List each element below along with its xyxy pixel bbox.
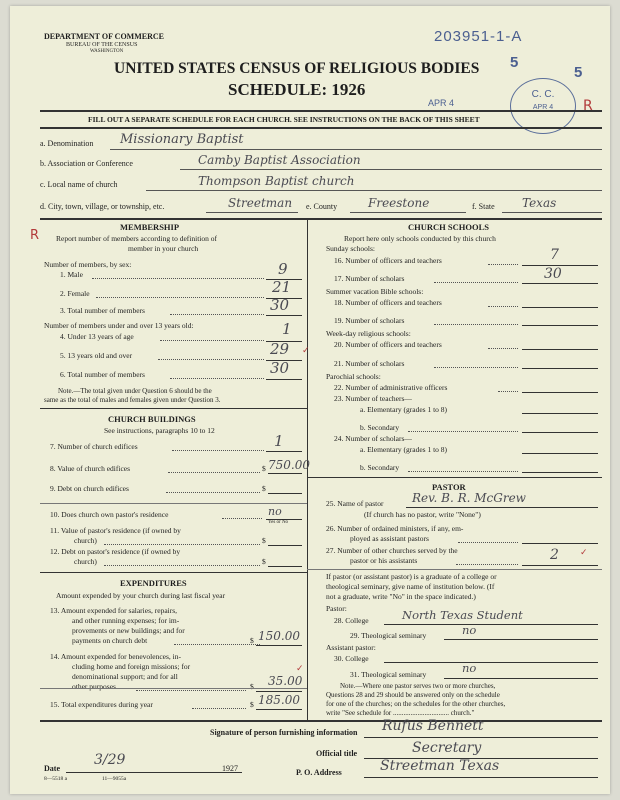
graduate-note-3: not a graduate, write "No" in the space indicated.) — [326, 592, 476, 601]
q11-label-1: 11. Value of pastor's residence (if owned by — [50, 526, 181, 535]
date-value: 3/29 — [94, 752, 126, 768]
stamp-number-2: 5 — [574, 64, 583, 81]
q19-label: 19. Number of scholars — [334, 316, 405, 325]
q21-label: 21. Number of scholars — [334, 359, 405, 368]
expenditures-heading: EXPENDITURES — [120, 578, 187, 588]
association-value: Camby Baptist Association — [198, 153, 361, 167]
q28-label: 28. College — [334, 616, 369, 625]
membership-heading: MEMBERSHIP — [120, 222, 180, 232]
membership-note-2: same as the total of males and females given under Question 3. — [44, 396, 221, 404]
q3-label: 3. Total number of members — [60, 306, 145, 315]
q2-value: 21 — [272, 278, 292, 296]
county-label: e. County — [306, 202, 338, 211]
graduate-note-1: If pastor (or assistant pastor) is a graduate of a college or — [326, 572, 497, 581]
q26-label-1: 26. Number of ordained ministers, if any, em- — [326, 524, 464, 533]
address-value: Streetman Texas — [380, 758, 500, 774]
q31-value: no — [462, 661, 477, 675]
membership-intro-2: member in your church — [128, 244, 199, 253]
schedule-title: SCHEDULE: 1926 — [228, 80, 366, 99]
q1-label: 1. Male — [60, 270, 83, 279]
q13-label-3: provements or new buildings; and for — [72, 626, 185, 635]
q17-label: 17. Number of scholars — [334, 274, 405, 283]
summer-label: Summer vacation Bible schools: — [326, 287, 424, 296]
q8-value: 750.00 — [268, 458, 310, 472]
pastor-heading: PASTOR — [432, 482, 466, 492]
q24-label: 24. Number of scholars— — [334, 434, 412, 443]
q24a-label: a. Elementary (grades 1 to 8) — [360, 445, 448, 454]
q4-label: 4. Under 13 years of age — [60, 332, 134, 341]
q15-value: 185.00 — [258, 693, 300, 707]
church-name-label: c. Local name of church — [40, 180, 118, 189]
pastor-note-1: Note.—Where one pastor serves two or more churches, — [340, 682, 496, 690]
q18-label: 18. Number of officers and teachers — [334, 298, 442, 307]
denomination-value: Missionary Baptist — [120, 132, 244, 147]
denomination-label: a. Denomination — [40, 139, 94, 148]
q7-label: 7. Number of church edifices — [50, 442, 138, 451]
q5-value: 29 — [270, 340, 290, 358]
address-label: P. O. Address — [296, 768, 342, 777]
by-age-label: Number of members under and over 13 years old: — [44, 321, 194, 330]
q13-label-4: payments on church debt — [72, 636, 148, 645]
q6-value: 30 — [270, 359, 290, 377]
q23a-label: a. Elementary (grades 1 to 8) — [360, 405, 448, 414]
q25-hint: (If church has no pastor, write "None") — [364, 510, 481, 519]
by-sex-label: Number of members, by sex: — [44, 260, 132, 269]
signature-label: Signature of person furnishing information — [210, 728, 358, 737]
membership-intro-1: Report number of members according to definition of — [56, 234, 217, 243]
q22-label: 22. Number of administrative officers — [334, 383, 448, 392]
q9-label: 9. Debt on church edifices — [50, 484, 129, 493]
census-form: DEPARTMENT OF COMMERCE BUREAU OF THE CENSUS WASHINGTON UNITED STATES CENSUS OF RELIGIOUS BODIES SCHEDULE: 1926 203951-1-A 5 5 C. C. APR 4 APR 4 R FILL OUT A SEPARATE SCHEDULE FOR EACH CHURCH. SEE INSTRUCTIONS ON THE BACK OF THIS SHEET a. Denomination Missionary Baptist b. Association or Conference Camby Baptist Association c. Local name of church Thompson Baptist church d. City, town, village, or township, etc. Streetman e. County Freestone f. State Texas MEMBERSHIP Report number of members according to definition of member in your church Number of members, by sex: R 1. Male 9 2. Female 21 3. Total number of members 30 Number of members under and over 13 years old: 4. Under 13 years of age 1 5. 13 years old and over 29 ✓ 6. Total number of members 30 Note.—The total given under Question 6 should be the same as the total of males and females given under Question 3. CHURCH BUILDINGS See instructions, paragraphs 10 to 12 7. Number of church edifices 1 8. Value of church edifices $ 750.00 9. Debt on church edifices $ 10. Does church own pastor's residence no Yes or No 11. Value of pastor's residence (if owned by church) $ 12. Debt on pastor's residence (if owned by church) $ EXPENDITURES Amount expended by your church during last fiscal year 13. Amount expended for salaries, repairs, and other running expenses; for im- provements or new buildings; and for payments on church debt $ 150.00 14. Amount expended for benevolences, in- cluding home and foreign missions; for denominational support; and for all other purposes $ 35.00 ✓ 15. Total expenditures during year $ 185.00 CHURCH SCHOOLS Report here only schools conducted by this church Sunday schools: 16. Number of officers and teachers 7 17. Number of scholars 30 Summer vacation Bible schools: 18. Number of officers and teachers 19. Number of scholars Week-day religious schools: 20. Number of officers and teachers 21. Number of scholars Parochial schools: 22. Number of administrative officers 23. Number of teachers— a. Elementary (grades 1 to 8) b. Secondary 24. Number of scholars— a. Elementary (grades 1 to 8) b. Secondary PASTOR 25. Name of pastor Rev. B. R. McGrew (If church has no pastor, write "None") 26. Number of ordained ministers, if any, em- ployed as assistant pastors 27. Number of other churches served by the pastor or his assistants 2 ✓ If pastor (or assistant pastor) is a graduate of a college or theological seminary, give name of institution below. (If not a graduate, write "No" in the space indicated.) Pastor: 28. College North Texas Student 29. Theological seminary no Assistant pastor: 30. College 31. Theological seminary no Note.—Where one pastor serves two or more churches, Questions 28 and 29 should be answered only on the schedule for one of the churches; on the schedules for the other churches, write "See schedule for ................................ church." Signature of person furnishing information Rufus Bennett Official title Secretary Date 3/29 1927 P. O. Address Streetman Texas 8—5518 a 11—9055a — [10, 6, 610, 794]
q14-label-2: cluding home and foreign missions; for — [72, 662, 191, 671]
membership-note-1: Note.—The total given under Question 6 should be the — [58, 387, 212, 395]
q20-label: 20. Number of officers and teachers — [334, 340, 442, 349]
q2-label: 2. Female — [60, 289, 90, 298]
state-label: f. State — [472, 202, 495, 211]
tick-mark-q5: ✓ — [302, 346, 310, 356]
q13-label-1: 13. Amount expended for salaries, repairs, — [50, 606, 178, 615]
q27-label-1: 27. Number of other churches served by the — [326, 546, 458, 555]
q14-label-4: other purposes — [72, 682, 116, 691]
q27-label-2: pastor or his assistants — [350, 556, 418, 565]
bureau-city: WASHINGTON — [90, 49, 124, 54]
pastor-note-4: write "See schedule for ................................ church." — [326, 709, 475, 717]
parochial-label: Parochial schools: — [326, 372, 381, 381]
q17-value: 30 — [544, 266, 562, 282]
q14-value: 35.00 — [268, 674, 303, 688]
form-code-2: 11—9055a — [102, 776, 127, 782]
stamp-cc: C. C. — [531, 89, 555, 100]
q11-label-2: church) — [74, 536, 97, 545]
q27-value: 2 — [550, 547, 559, 563]
q8-label: 8. Value of church edifices — [50, 464, 131, 473]
bureau-name: BUREAU OF THE CENSUS — [66, 42, 138, 48]
q10-label: 10. Does church own pastor's residence — [50, 510, 169, 519]
assistant-sub-label: Assistant pastor: — [326, 643, 376, 652]
yes-no-hint: Yes or No — [268, 520, 289, 525]
q28-value: North Texas Student — [402, 608, 523, 622]
date-label: Date — [44, 764, 60, 773]
state-value: Texas — [522, 196, 557, 210]
q5-label: 5. 13 years old and over — [60, 351, 133, 360]
pastor-note-2: Questions 28 and 29 should be answered only on the schedule — [326, 691, 500, 699]
q30-label: 30. College — [334, 654, 369, 663]
q29-label: 29. Theological seminary — [350, 631, 427, 640]
q7-value: 1 — [274, 432, 284, 450]
red-mark-corner: R — [583, 98, 593, 114]
q12-label-2: church) — [74, 557, 97, 566]
red-mark-left: R — [30, 228, 40, 243]
church-name-value: Thompson Baptist church — [198, 174, 355, 188]
sunday-label: Sunday schools: — [326, 244, 375, 253]
q31-label: 31. Theological seminary — [350, 670, 427, 679]
city-value: Streetman — [228, 196, 293, 210]
q25-label: 25. Name of pastor — [326, 499, 384, 508]
q23-label: 23. Number of teachers— — [334, 394, 412, 403]
weekday-label: Week-day religious schools: — [326, 329, 411, 338]
q16-label: 16. Number of officers and teachers — [334, 256, 442, 265]
dept-name: DEPARTMENT OF COMMERCE — [44, 32, 165, 41]
q25-value: Rev. B. R. McGrew — [412, 491, 526, 505]
expenditures-sub: Amount expended by your church during last fiscal year — [56, 591, 226, 600]
official-title-value: Secretary — [412, 740, 482, 756]
form-code-1: 8—5518 a — [44, 776, 68, 782]
stamp-apr: APR 4 — [532, 104, 554, 111]
date-stamp: APR 4 — [428, 98, 455, 108]
q14-label-1: 14. Amount expended for benevolences, in- — [50, 652, 182, 661]
tick-mark-q27: ✓ — [580, 548, 588, 558]
q16-value: 7 — [550, 247, 559, 263]
q13-label-2: and other running expenses; for im- — [72, 616, 180, 625]
buildings-sub: See instructions, paragraphs 10 to 12 — [104, 426, 215, 435]
year-value: 1927 — [222, 764, 238, 773]
graduate-note-2: theological seminary, give name of institution below. (If — [326, 582, 495, 591]
q24b-label: b. Secondary — [360, 463, 400, 472]
buildings-heading: CHURCH BUILDINGS — [108, 414, 196, 424]
q3-value: 30 — [270, 296, 290, 314]
official-title-label: Official title — [316, 749, 358, 758]
tick-mark-q14: ✓ — [296, 664, 304, 674]
county-value: Freestone — [368, 196, 430, 210]
pastor-note-3: for one of the churches; on the schedules for the other churches, — [326, 700, 506, 708]
schools-sub: Report here only schools conducted by this church — [344, 234, 496, 243]
schools-heading: CHURCH SCHOOLS — [408, 222, 489, 232]
q29-value: no — [462, 623, 477, 637]
stamp-number-1: 5 — [510, 54, 519, 71]
form-title: UNITED STATES CENSUS OF RELIGIOUS BODIES — [114, 60, 480, 77]
instruction-line: FILL OUT A SEPARATE SCHEDULE FOR EACH CHURCH. SEE INSTRUCTIONS ON THE BACK OF THIS SHEET — [88, 115, 480, 124]
q13-value: 150.00 — [258, 629, 300, 643]
q4-value: 1 — [282, 320, 292, 338]
serial-number: 203951-1-A — [434, 28, 523, 45]
association-label: b. Association or Conference — [40, 159, 133, 168]
q6-label: 6. Total number of members — [60, 370, 145, 379]
signature-value: Rufus Bennett — [382, 718, 484, 734]
pastor-sub-label: Pastor: — [326, 604, 347, 613]
city-label: d. City, town, village, or township, etc. — [40, 202, 165, 211]
q10-value: no — [268, 505, 282, 518]
q15-label: 15. Total expenditures during year — [50, 700, 153, 709]
q12-label-1: 12. Debt on pastor's residence (if owned by — [50, 547, 181, 556]
q14-label-3: denominational support; and for all — [72, 672, 178, 681]
q23b-label: b. Secondary — [360, 423, 400, 432]
q26-label-2: ployed as assistant pastors — [350, 534, 429, 543]
received-stamp — [510, 78, 576, 134]
q1-value: 9 — [278, 260, 288, 278]
